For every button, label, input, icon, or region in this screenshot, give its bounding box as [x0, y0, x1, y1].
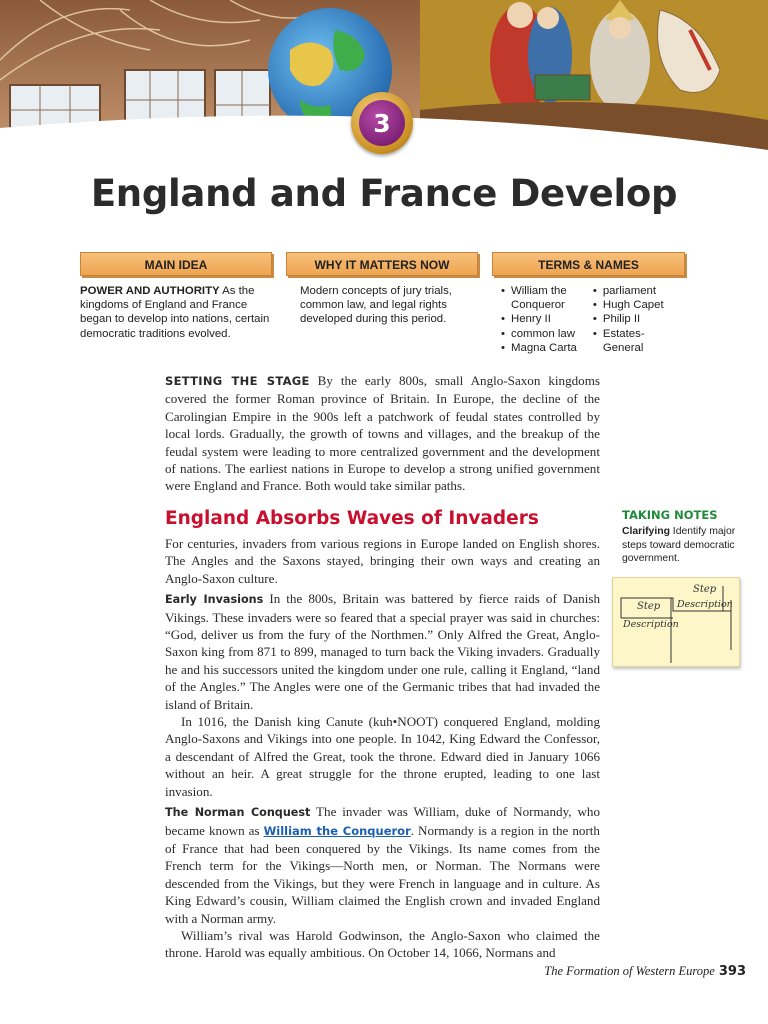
note-step-label: Step [693, 584, 717, 595]
main-idea-header: MAIN IDEA [80, 252, 272, 276]
section-body [165, 535, 600, 962]
canute-paragraph: In 1016, the Danish king Canute (kuh•NOOT) conquered England, molding Anglo-Saxons and Vikings into one people. In 1042, King Edward the Confessor, a descendant of Alfred the Great, took the throne. Edward died in January 1066 without an heir. A great struggle for the throne erupted, leading to one last invasion. [165, 714, 600, 799]
note-description-label-2: Description [623, 619, 679, 630]
setting-the-stage-lead: SETTING THE STAGE [165, 374, 310, 388]
norman-conquest-body-a: The invader was William, duke of Normandy, who became known as [165, 804, 600, 838]
section-heading: England Absorbs Waves of Invaders [165, 508, 539, 529]
william-the-conqueror-link[interactable]: William the Conqueror [263, 823, 411, 838]
terms-list-b [590, 284, 685, 355]
page-footer [544, 964, 746, 979]
why-it-matters-text: Modern concepts of jury trials, common law, and legal rights developed during this period. [300, 285, 452, 326]
main-idea-column [80, 252, 272, 341]
norman-conquest-body-b: . Normandy is a region in the north of France that had been conquered by the Vikings. Its name comes from the French term for the Vikings—North men, or Norman. The Normans were descended from the Vikings, but they were French in language and in culture. As King Edward’s cousin, William claimed the English crown and invaded England with a Norman army. [165, 822, 600, 926]
taking-notes-skill: Clarifying [622, 526, 670, 537]
term-item: • Philip II [590, 312, 685, 326]
taking-notes-text [622, 525, 750, 566]
taking-notes-instruction: Identify major steps toward democratic government. [622, 526, 736, 565]
main-idea-body: As the kingdoms of England and France began to develop into nations, certain democratic traditions evolved. [80, 285, 270, 340]
term-item: • Magna Carta [498, 341, 590, 355]
terms-names-header: TERMS & NAMES [492, 252, 685, 276]
term-item: • Hugh Capet [590, 298, 685, 312]
chapter-number-badge [351, 92, 413, 154]
term-item: • Henry II [498, 312, 590, 326]
term-item: • parliament [590, 284, 685, 298]
terms-list [492, 284, 685, 355]
main-idea-lead: POWER AND AUTHORITY [80, 285, 220, 297]
section-intro: For centuries, invaders from various regions in Europe landed on English shores. The Angles and the Saxons stayed, bringing their own ways and creating an Anglo-Saxon culture. [165, 536, 600, 586]
early-invasions-paragraph [165, 590, 600, 713]
chapter-banner [0, 0, 768, 160]
harold-paragraph: William’s rival was Harold Godwinson, the Anglo-Saxon who claimed the throne. Harold was equally ambitious. On October 14, 1066, Normans and [165, 927, 600, 961]
setting-the-stage [165, 372, 600, 495]
term-item: • common law [498, 327, 590, 341]
why-it-matters-column [286, 252, 478, 327]
note-description-label: Description [677, 599, 733, 610]
norman-conquest-lead: The Norman Conquest [165, 806, 311, 820]
why-it-matters-header: WHY IT MATTERS NOW [286, 252, 478, 276]
terms-names-column [492, 252, 685, 355]
main-idea-text [80, 284, 272, 341]
chapter-title: England and France Develop [90, 172, 678, 215]
footer-book-title: The Formation of Western Europe [544, 964, 715, 978]
taking-notes-title: TAKING NOTES [622, 508, 718, 522]
note-step-label-2: Step [637, 601, 661, 612]
setting-the-stage-body: By the early 800s, small Anglo-Saxon kingdoms covered the former Roman province of Britain. In Europe, the decline of the Carolingian Empire in the 900s left a patchwork of feudal states controlled by local lords. Gradually, the growth of towns and villages, and the breakup of the feudal system were leading to more centralized government and the development of nations. The earliest nations in Europe to develop a strong unified government were England and France. Both would take similar paths. [165, 373, 601, 494]
chapter-number: 3 [359, 100, 405, 146]
note-card [612, 577, 740, 667]
early-invasions-body: In the 800s, Britain was battered by fierce raids of Danish Vikings. These invaders were so feared that a special prayer was said in churches: “God, deliver us from the fury of the Northmen.” Only Alfred the Great, Anglo-Saxon king from 871 to 899, managed to turn back the Viking invaders. Gradually he and his successors united the kingdom under one rule, calling it England, “land of the Angles.” The Angles were one of the Germanic tribes that had invaded the island of Britain. [165, 591, 600, 712]
term-item: • Estates-General [590, 327, 685, 355]
norman-conquest-paragraph [165, 803, 600, 927]
page-number: 393 [718, 964, 746, 979]
terms-list-a [498, 284, 590, 355]
term-item: • William the Conqueror [498, 284, 590, 312]
early-invasions-lead: Early Invasions [165, 593, 264, 607]
